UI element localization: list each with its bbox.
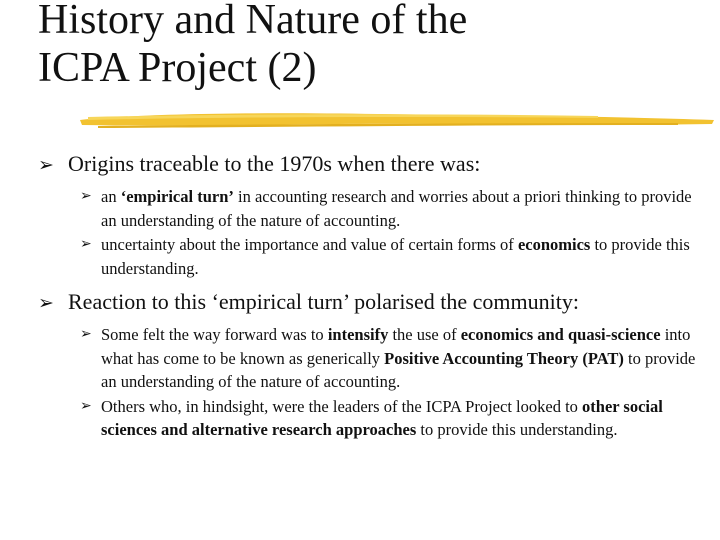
text: Others who, in hindsight, were the leaders of the ICPA Project looked to <box>101 396 583 416</box>
text: into what has come to be known as generically <box>101 325 691 368</box>
emphasis: economics <box>517 235 591 254</box>
arrowhead-icon: ➢ <box>80 188 92 204</box>
title-line-1: History and Nature of the <box>38 0 468 43</box>
text: Some felt the way forward was to <box>101 325 328 344</box>
sub-bullet-pat <box>64 323 698 394</box>
text: an <box>101 187 121 206</box>
text: uncertainty about the importance and value of certain forms of <box>101 235 518 254</box>
sub-bullet-empirical-turn <box>64 185 698 232</box>
emphasis: other social sciences and alternative research approaches <box>101 396 663 439</box>
text: in accounting research and worries about a priori thinking to provide an understanding of the nature of accounting. <box>101 187 692 230</box>
arrowhead-icon: ➢ <box>38 292 54 314</box>
emphasis: economics and quasi-science <box>460 325 661 344</box>
text: the use of <box>388 325 461 344</box>
emphasis: intensify <box>327 325 389 344</box>
sub-bullet-others <box>64 395 698 442</box>
arrowhead-icon: ➢ <box>38 154 54 176</box>
bullet-origins-text: Origins traceable to the 1970s when there was: <box>68 151 481 176</box>
bullet-reaction-text: Reaction to this ‘empirical turn’ polarised the community: <box>68 289 579 314</box>
slide-title <box>38 0 698 92</box>
text: to provide this understanding. <box>101 235 690 278</box>
text: to provide an understanding of the nature of accounting. <box>101 348 696 391</box>
arrowhead-icon: ➢ <box>80 326 92 342</box>
arrowhead-icon: ➢ <box>80 236 92 252</box>
sub-bullet-economics <box>64 233 698 280</box>
arrowhead-icon: ➢ <box>80 397 92 414</box>
title-underline-brushstroke <box>78 108 718 132</box>
title-line-2: ICPA Project (2) <box>38 45 317 91</box>
bullet-origins <box>38 150 698 177</box>
emphasis: Positive Accounting Theory (PAT) <box>384 348 624 368</box>
bullet-reaction <box>38 288 698 315</box>
slide-body <box>38 150 698 443</box>
text: to provide this understanding. <box>416 420 618 439</box>
emphasis: ‘empirical turn’ <box>120 187 234 206</box>
